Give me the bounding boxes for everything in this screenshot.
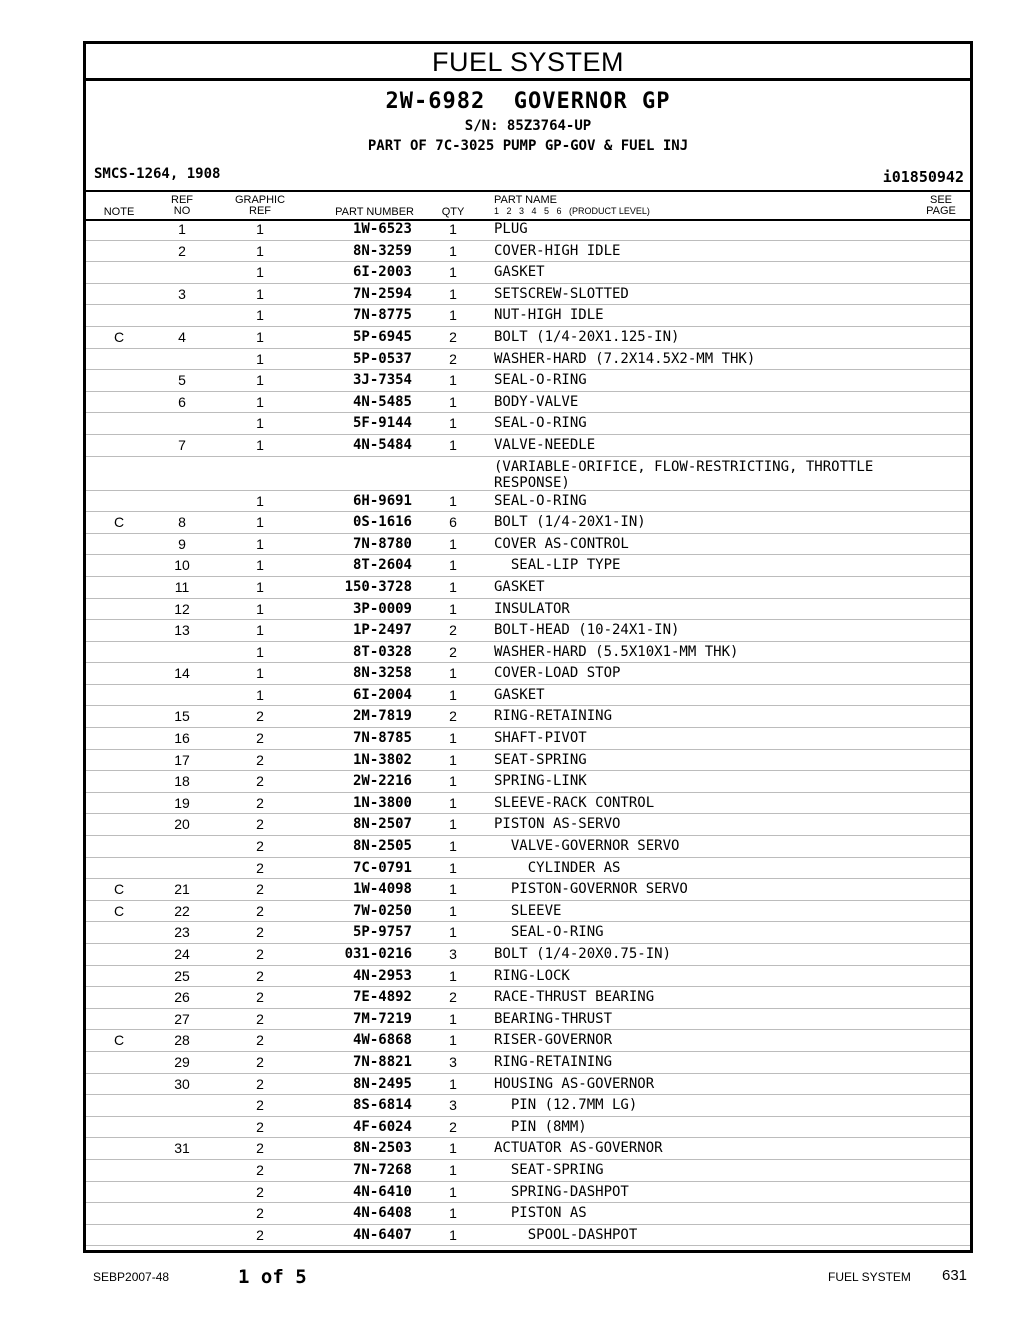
graphic-ref-cell: 1 [256, 372, 264, 389]
part-number-cell: 7C-0791 [352, 859, 412, 876]
table-row [86, 901, 970, 923]
part-name-cell: SETSCREW-SLOTTED [494, 285, 629, 302]
col-header-see-line1: SEE [929, 194, 952, 206]
table-row [86, 814, 970, 836]
qty-cell: 1 [449, 1010, 457, 1027]
qty-cell: 1 [449, 686, 457, 703]
ref-cell: 25 [174, 967, 190, 984]
part-name-cell: HOUSING AS-GOVERNOR [494, 1075, 655, 1092]
part-name-cell: SEAT-SPRING [494, 1161, 604, 1178]
part-name-cell: SHAFT-PIVOT [494, 730, 587, 747]
part-name-cell: VALVE-GOVERNOR SERVO [494, 838, 680, 855]
table-row [86, 599, 970, 621]
col-header-note: NOTE [103, 206, 135, 218]
part-name-cell: PISTON AS-SERVO [494, 816, 621, 833]
part-number-cell: 8N-3258 [352, 665, 412, 682]
graphic-ref-cell: 2 [256, 1053, 264, 1070]
part-name-cell: SEAT-SPRING [494, 751, 587, 768]
part-name-cell: RING-LOCK [494, 967, 570, 984]
part-name-cell: BOLT (1/4-20X0.75-IN) [494, 946, 672, 962]
graphic-ref-cell: 2 [256, 946, 264, 962]
graphic-ref-cell: 2 [256, 1161, 264, 1178]
qty-cell: 2 [449, 989, 457, 1006]
part-name-cell: VALVE-NEEDLE [494, 436, 596, 453]
qty-cell: 1 [449, 415, 457, 432]
col-header-qty: QTY [441, 206, 465, 218]
part-number-cell: 150-3728 [344, 578, 412, 595]
illustration-id: i01850942 [882, 168, 964, 186]
table-row [86, 922, 970, 944]
qty-cell: 1 [449, 1205, 457, 1222]
ref-cell: 5 [178, 372, 186, 389]
graphic-ref-cell: 1 [256, 415, 264, 432]
part-number-cell: 2M-7819 [352, 708, 412, 725]
part-number-cell: 5F-9144 [352, 415, 412, 432]
part-number-cell: 5P-9757 [352, 924, 412, 941]
ref-cell: 12 [174, 600, 190, 617]
part-name-cell: SEAL-O-RING [494, 372, 587, 389]
part-number-cell: 7N-8821 [352, 1053, 412, 1070]
qty-cell: 1 [449, 816, 457, 833]
table-row [86, 392, 970, 414]
graphic-ref-cell: 1 [256, 285, 264, 302]
graphic-ref-cell: 1 [256, 578, 264, 595]
part-number-cell: 6H-9691 [352, 492, 412, 509]
qty-cell: 2 [449, 328, 457, 345]
part-name-cell: COVER-HIGH IDLE [494, 242, 621, 259]
doc-number: SEBP2007-48 [93, 1270, 170, 1284]
part-number-cell: 7N-8775 [352, 307, 412, 324]
qty-cell: 1 [449, 285, 457, 302]
ref-cell: 10 [174, 557, 190, 574]
qty-cell: 2 [449, 708, 457, 725]
ref-cell: 21 [174, 881, 190, 898]
col-header-ref-line1: REF [171, 194, 193, 206]
part-name-cell: SLEEVE-RACK CONTROL [494, 794, 655, 811]
table-row [86, 1030, 970, 1052]
table-row [86, 413, 970, 435]
ref-cell: 11 [174, 578, 190, 595]
part-number-cell: 8S-6814 [352, 1097, 412, 1114]
part-name-cell: BOLT (1/4-20X1-IN) [494, 514, 646, 531]
col-header-graphic-line2: REF [249, 205, 271, 217]
table-row [86, 685, 970, 707]
table-row [86, 435, 970, 457]
part-number-cell: 4N-2953 [352, 967, 412, 984]
graphic-ref-cell: 2 [256, 751, 264, 768]
ref-cell: 19 [174, 794, 190, 811]
part-name-cell: SEAL-O-RING [494, 415, 587, 432]
part-name-cell: WASHER-HARD (5.5X10X1-MM THK) [494, 643, 739, 660]
graphic-ref-cell: 1 [256, 600, 264, 617]
table-row [86, 987, 970, 1009]
graphic-ref-cell: 2 [256, 1032, 264, 1049]
ref-cell: 16 [174, 730, 190, 747]
part-name-cell: RACE-THRUST BEARING [494, 989, 655, 1006]
graphic-ref-cell: 2 [256, 881, 264, 898]
part-number-cell: 8N-2503 [352, 1140, 412, 1157]
ref-cell: 30 [174, 1075, 190, 1092]
graphic-ref-cell: 1 [256, 221, 264, 237]
part-name-cell: SLEEVE [494, 902, 562, 919]
graphic-ref-cell: 2 [256, 924, 264, 941]
qty-cell: 1 [449, 838, 457, 855]
graphic-ref-cell: 2 [256, 1097, 264, 1114]
table-row [86, 750, 970, 772]
table-row [86, 512, 970, 534]
table-row [86, 457, 970, 491]
qty-cell: 1 [449, 372, 457, 389]
graphic-ref-cell: 1 [256, 557, 264, 574]
qty-cell: 1 [449, 492, 457, 509]
part-name-cell: COVER-LOAD STOP [494, 665, 621, 682]
col-header-ref-line2: NO [173, 205, 191, 217]
graphic-ref-cell: 1 [256, 264, 264, 281]
part-name-cell: BODY-VALVE [494, 393, 579, 410]
part-name-cell: CYLINDER AS [494, 859, 621, 876]
table-row [86, 1074, 970, 1096]
table-row [86, 262, 970, 284]
ref-cell: 31 [174, 1140, 190, 1157]
table-row [86, 728, 970, 750]
note-cell: C [113, 328, 125, 345]
qty-cell: 1 [449, 859, 457, 876]
ref-cell: 15 [174, 708, 190, 725]
table-row [86, 1225, 970, 1247]
graphic-ref-cell: 1 [256, 622, 264, 639]
part-number-cell: 6I-2003 [352, 264, 412, 281]
ref-cell: 22 [174, 902, 190, 919]
part-number-cell: 8N-2495 [352, 1075, 412, 1092]
serial-number: S/N: 85Z3764-UP [464, 118, 592, 134]
table-row [86, 241, 970, 263]
ref-cell: 26 [174, 989, 190, 1006]
table-row [86, 642, 970, 664]
ref-cell: 1 [178, 221, 186, 237]
graphic-ref-cell: 2 [256, 1226, 264, 1243]
part-number-cell: 8N-2505 [352, 838, 412, 855]
graphic-ref-cell: 2 [256, 1205, 264, 1222]
qty-cell: 1 [449, 794, 457, 811]
part-name-cell: SPRING-DASHPOT [494, 1183, 629, 1200]
table-row [86, 370, 970, 392]
table-row [86, 706, 970, 728]
part-name-cell: SEAL-LIP TYPE [494, 557, 621, 574]
part-name-cell: BEARING-THRUST [494, 1010, 613, 1027]
table-row [86, 1160, 970, 1182]
graphic-ref-cell: 1 [256, 242, 264, 259]
part-name-cell: GASKET [494, 686, 545, 703]
graphic-ref-cell: 2 [256, 816, 264, 833]
part-number-cell: 1W-6523 [352, 221, 412, 237]
part-number-cell: 8N-3259 [352, 242, 412, 259]
qty-cell: 1 [449, 773, 457, 790]
col-header-see-line2: PAGE [926, 205, 956, 217]
graphic-ref-cell: 2 [256, 1075, 264, 1092]
table-row [86, 1052, 970, 1074]
part-number-cell: 7N-8780 [352, 535, 412, 552]
part-number-cell: 8N-2507 [352, 816, 412, 833]
ref-cell: 17 [174, 751, 190, 768]
table-row [86, 771, 970, 793]
part-name-cell: BOLT-HEAD (10-24X1-IN) [494, 622, 680, 639]
graphic-ref-cell: 1 [256, 492, 264, 509]
table-row [86, 327, 970, 349]
part-number-cell: 1N-3800 [352, 794, 412, 811]
part-number-cell: 3P-0009 [352, 600, 412, 617]
table-row [86, 966, 970, 988]
part-name-cell: COVER AS-CONTROL [494, 535, 629, 552]
qty-cell: 2 [449, 1118, 457, 1135]
smcs-code: SMCS-1264, 1908 [94, 166, 221, 182]
table-row [86, 349, 970, 371]
graphic-ref-cell: 2 [256, 967, 264, 984]
header-divider [86, 190, 970, 192]
qty-cell: 1 [449, 242, 457, 259]
graphic-ref-cell: 1 [256, 535, 264, 552]
qty-cell: 3 [449, 1097, 457, 1114]
part-number-cell: 4N-6408 [352, 1205, 412, 1222]
part-name-cell: RING-RETAINING [494, 708, 613, 725]
part-number-cell: 7E-4892 [352, 989, 412, 1006]
part-name-cell: (VARIABLE-ORIFICE, FLOW-RESTRICTING, THROTTLE RESPONSE) [494, 458, 882, 491]
part-name-cell: GASKET [494, 264, 545, 281]
graphic-ref-cell: 2 [256, 708, 264, 725]
part-number-cell: 0S-1616 [352, 514, 412, 531]
table-row [86, 555, 970, 577]
table-row [86, 1203, 970, 1225]
table-row [86, 836, 970, 858]
qty-cell: 3 [449, 1053, 457, 1070]
part-number-cell: 031-0216 [344, 946, 412, 962]
qty-cell: 3 [449, 946, 457, 962]
graphic-ref-cell: 1 [256, 393, 264, 410]
part-number-cell: 7M-7219 [352, 1010, 412, 1027]
page-number: 631 [942, 1267, 968, 1284]
graphic-ref-cell: 1 [256, 328, 264, 345]
part-number-cell: 5P-6945 [352, 328, 412, 345]
part-number-cell: 1W-4098 [352, 881, 412, 898]
ref-cell: 18 [174, 773, 190, 790]
graphic-ref-cell: 2 [256, 859, 264, 876]
part-name-cell: WASHER-HARD (7.2X14.5X2-MM THK) [494, 350, 756, 367]
part-number-cell: 8T-2604 [352, 557, 412, 574]
ref-cell: 20 [174, 816, 190, 833]
ref-cell: 7 [178, 436, 186, 453]
note-cell: C [113, 902, 125, 919]
graphic-ref-cell: 2 [256, 902, 264, 919]
part-of-line: PART OF 7C-3025 PUMP GP-GOV & FUEL INJ [367, 138, 689, 154]
part-number-cell: 7N-7268 [352, 1161, 412, 1178]
footer-section: FUEL SYSTEM [828, 1270, 911, 1284]
part-name-cell: RING-RETAINING [494, 1053, 613, 1070]
part-number-cell: 6I-2004 [352, 686, 412, 703]
graphic-ref-cell: 2 [256, 1183, 264, 1200]
ref-cell: 27 [174, 1010, 190, 1027]
table-row [86, 534, 970, 556]
qty-cell: 6 [449, 514, 457, 531]
graphic-ref-cell: 2 [256, 730, 264, 747]
qty-cell: 1 [449, 730, 457, 747]
part-name-cell: SEAL-O-RING [494, 492, 587, 509]
graphic-ref-cell: 2 [256, 1118, 264, 1135]
part-number-cell: 4W-6868 [352, 1032, 412, 1049]
table-row [86, 879, 970, 901]
part-number-cell: 4N-5484 [352, 436, 412, 453]
table-row [86, 663, 970, 685]
part-name-cell: GASKET [494, 578, 545, 595]
table-row [86, 858, 970, 880]
qty-cell: 1 [449, 600, 457, 617]
graphic-ref-cell: 2 [256, 794, 264, 811]
col-header-graphic-line1: GRAPHIC [234, 194, 286, 206]
part-name-cell: SEAL-O-RING [494, 924, 604, 941]
col-header-product-level: 1 2 3 4 5 6 (PRODUCT LEVEL) [494, 206, 650, 216]
table-row [86, 305, 970, 327]
qty-cell: 1 [449, 924, 457, 941]
col-header-part-number: PART NUMBER [335, 206, 414, 218]
col-header-part-name-line1: PART NAME [494, 194, 557, 206]
qty-cell: 1 [449, 1075, 457, 1092]
ref-cell: 3 [178, 285, 186, 302]
ref-cell: 29 [174, 1053, 190, 1070]
qty-cell: 1 [449, 221, 457, 237]
ref-cell: 6 [178, 393, 186, 410]
qty-cell: 2 [449, 643, 457, 660]
qty-cell: 1 [449, 967, 457, 984]
table-row [86, 1095, 970, 1117]
part-name-cell: SPOOL-DASHPOT [494, 1226, 638, 1243]
graphic-ref-cell: 1 [256, 665, 264, 682]
note-cell: C [113, 514, 125, 531]
qty-cell: 1 [449, 1161, 457, 1178]
graphic-ref-cell: 1 [256, 686, 264, 703]
table-row [86, 577, 970, 599]
ref-cell: 13 [174, 622, 190, 639]
parts-list-frame [83, 41, 973, 1253]
table-row [86, 620, 970, 642]
qty-cell: 1 [449, 881, 457, 898]
table-row [86, 944, 970, 966]
graphic-ref-cell: 1 [256, 436, 264, 453]
section-title: FUEL SYSTEM [86, 44, 970, 81]
part-number-cell: 1N-3802 [352, 751, 412, 768]
table-row [86, 219, 970, 241]
graphic-ref-cell: 2 [256, 989, 264, 1006]
part-name-cell: RISER-GOVERNOR [494, 1032, 613, 1049]
note-cell: C [113, 881, 125, 898]
part-number-cell: 8T-0328 [352, 643, 412, 660]
part-name-cell: PLUG [494, 221, 528, 237]
part-name-cell: PISTON AS [494, 1205, 587, 1222]
graphic-ref-cell: 1 [256, 514, 264, 531]
part-number-cell: 4N-5485 [352, 393, 412, 410]
qty-cell: 2 [449, 350, 457, 367]
part-number-cell: 7W-0250 [352, 902, 412, 919]
ref-cell: 24 [174, 946, 190, 962]
part-name-cell: PIN (8MM) [494, 1118, 587, 1135]
ref-cell: 2 [178, 242, 186, 259]
graphic-ref-cell: 2 [256, 1010, 264, 1027]
part-name-cell: NUT-HIGH IDLE [494, 307, 604, 324]
ref-cell: 23 [174, 924, 190, 941]
qty-cell: 1 [449, 393, 457, 410]
qty-cell: 1 [449, 307, 457, 324]
graphic-ref-cell: 1 [256, 307, 264, 324]
part-number-cell: 2W-2216 [352, 773, 412, 790]
table-row [86, 284, 970, 306]
qty-cell: 1 [449, 1140, 457, 1157]
graphic-ref-cell: 2 [256, 773, 264, 790]
table-row [86, 793, 970, 815]
qty-cell: 1 [449, 751, 457, 768]
qty-cell: 1 [449, 578, 457, 595]
part-number-cell: 4F-6024 [352, 1118, 412, 1135]
qty-cell: 1 [449, 1032, 457, 1049]
group-title: 2W-6982 GOVERNOR GP [385, 89, 671, 114]
qty-cell: 1 [449, 436, 457, 453]
qty-cell: 1 [449, 1183, 457, 1200]
part-name-cell: PIN (12.7MM LG) [494, 1097, 638, 1114]
qty-cell: 1 [449, 264, 457, 281]
table-row [86, 491, 970, 513]
ref-cell: 14 [174, 665, 190, 682]
part-number-cell: 3J-7354 [352, 372, 412, 389]
ref-cell: 9 [178, 535, 186, 552]
ref-cell: 8 [178, 514, 186, 531]
part-name-cell: PISTON-GOVERNOR SERVO [494, 881, 688, 898]
table-row [86, 1117, 970, 1139]
part-name-cell: BOLT (1/4-20X1.125-IN) [494, 328, 680, 345]
part-number-cell: 1P-2497 [352, 622, 412, 639]
part-name-cell: INSULATOR [494, 600, 570, 617]
part-number-cell: 7N-8785 [352, 730, 412, 747]
graphic-ref-cell: 1 [256, 350, 264, 367]
qty-cell: 1 [449, 665, 457, 682]
page-count: 1 of 5 [238, 1266, 307, 1288]
part-number-cell: 7N-2594 [352, 285, 412, 302]
graphic-ref-cell: 1 [256, 643, 264, 660]
part-name-cell: ACTUATOR AS-GOVERNOR [494, 1140, 663, 1157]
qty-cell: 2 [449, 622, 457, 639]
table-row [86, 1009, 970, 1031]
qty-cell: 1 [449, 557, 457, 574]
part-number-cell: 4N-6410 [352, 1183, 412, 1200]
part-name-cell: SPRING-LINK [494, 773, 587, 790]
table-row [86, 1138, 970, 1160]
part-number-cell: 4N-6407 [352, 1226, 412, 1243]
graphic-ref-cell: 2 [256, 838, 264, 855]
ref-cell: 4 [178, 328, 186, 345]
table-row [86, 1182, 970, 1204]
parts-table [86, 219, 970, 1246]
ref-cell: 28 [174, 1032, 190, 1049]
part-number-cell: 5P-0537 [352, 350, 412, 367]
qty-cell: 1 [449, 535, 457, 552]
note-cell: C [113, 1032, 125, 1049]
qty-cell: 1 [449, 1226, 457, 1243]
qty-cell: 1 [449, 902, 457, 919]
graphic-ref-cell: 2 [256, 1140, 264, 1157]
